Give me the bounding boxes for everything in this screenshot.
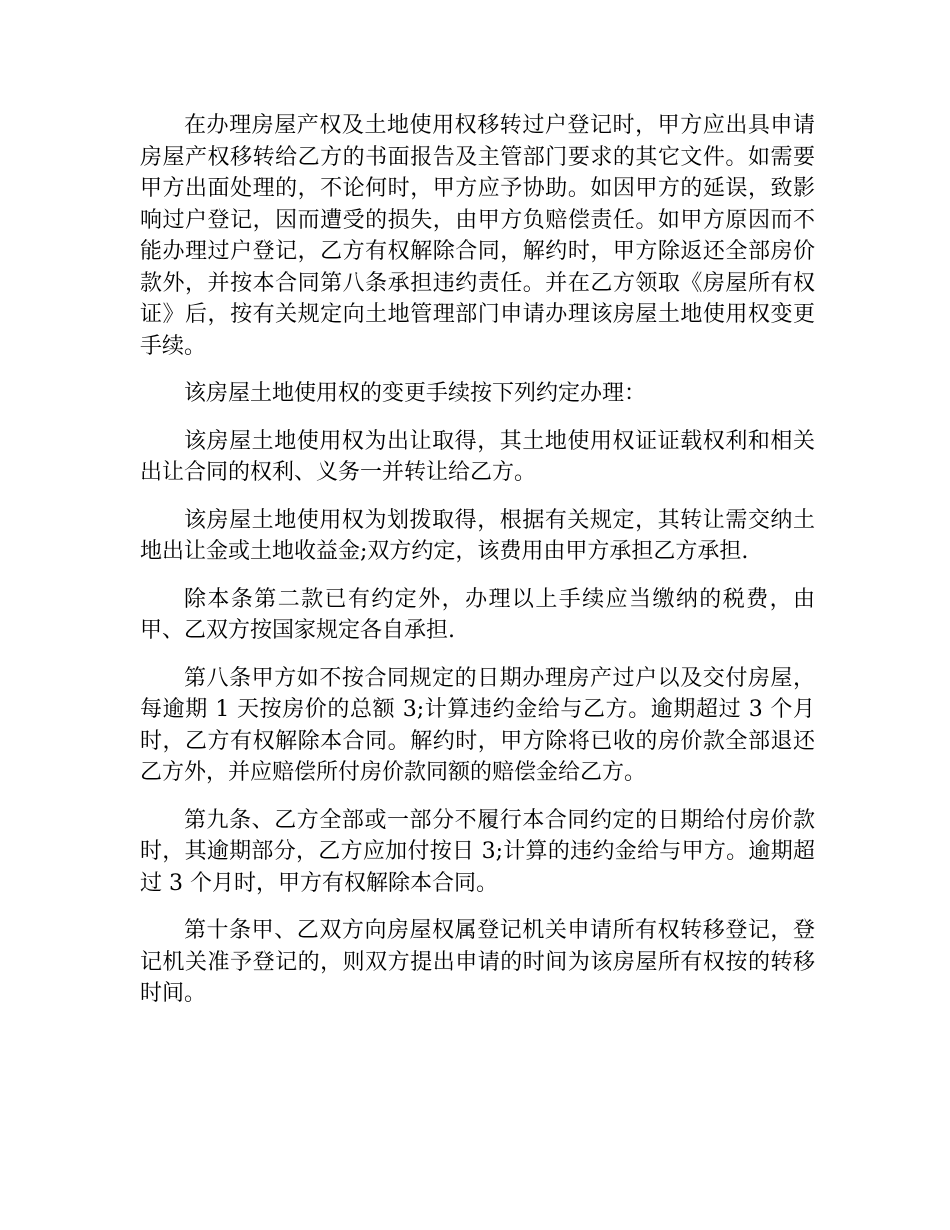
paragraph-taxes: 除本条第二款已有约定外，办理以上手续应当缴纳的税费，由甲、乙双方按国家规定各自承担. [140,586,815,643]
paragraph-allocated-land: 该房屋土地使用权为划拨取得，根据有关规定，其转让需交纳土地出让金或土地收益金;双方约定，该费用由甲方承担乙方承担. [140,507,815,564]
document-body [140,110,815,1026]
paragraph-land-use-change: 该房屋土地使用权的变更手续按下列约定办理： [184,381,647,406]
paragraph-transfer-registration: 在办理房屋产权及土地使用权移转过户登记时，甲方应出具申请房屋产权移转给乙方的书面报告及主管部门要求的其它文件。如需要甲方出面处理的，不论何时，甲方应予协助。如因甲方的延误，致影响过户登记，因而遭受的损失，由甲方负赔偿责任。如甲方原因而不能办理过户登记，乙方有权解除合同，解约时，甲方除返还全部房价款外，并按本合同第八条承担违约责任。并在乙方领取《房屋所有权证》后，按有关规定向土地管理部门申请办理该房屋土地使用权变更手续。 [140,113,815,359]
paragraph-article-8: 第八条甲方如不按合同规定的日期办理房产过户以及交付房屋，每逾期 1 天按房价的总额 3;计算违约金给与乙方。逾期超过 3 个月时，乙方有权解除本合同。解约时，甲方除将已收的房价款全部退还乙方外，并应赔偿所付房价款同额的赔偿金给乙方。 [140,665,815,785]
paragraph-granted-land: 该房屋土地使用权为出让取得，其土地使用权证证载权利和相关出让合同的权利、义务一并转让给乙方。 [140,428,815,485]
paragraph-article-10: 第十条甲、乙双方向房屋权属登记机关申请所有权转移登记，登记机关准予登记的，则双方提出申请的时间为该房屋所有权按的转移时间。 [140,918,815,1006]
paragraph-article-9: 第九条、乙方全部或一部分不履行本合同约定的日期给付房价款时，其逾期部分，乙方应加付按日 3;计算的违约金给与甲方。逾期超过 3 个月时，甲方有权解除本合同。 [140,807,815,896]
